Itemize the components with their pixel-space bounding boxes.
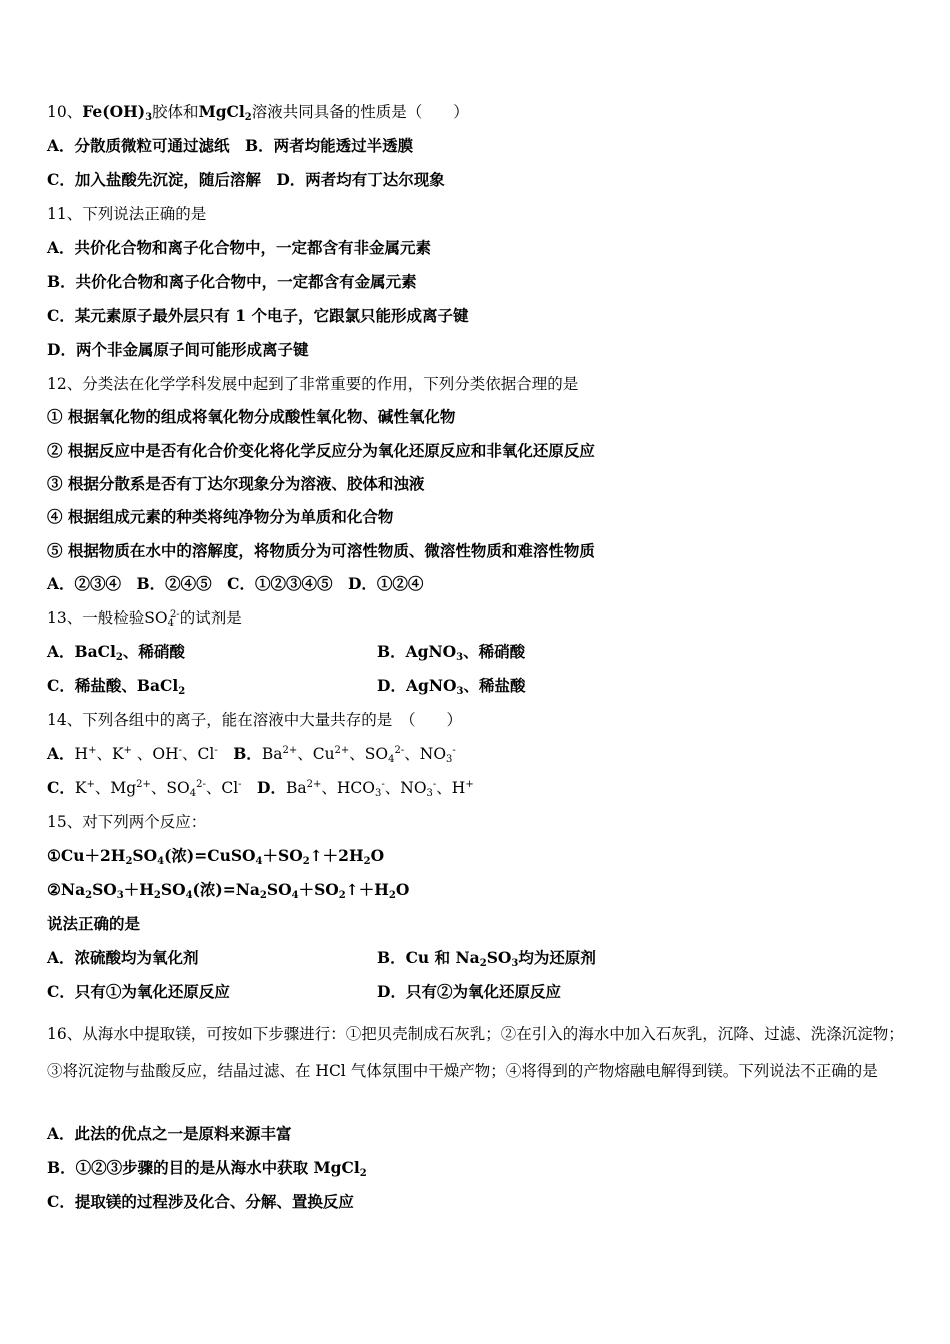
subscript: 4: [157, 856, 165, 867]
subscript: 3: [511, 958, 519, 969]
ion: 、HCO: [321, 779, 375, 797]
question-12-options: [47, 574, 423, 594]
ion: 、NO: [404, 745, 447, 763]
statement-5: [47, 541, 595, 561]
text: C．某元素原子最外层只有: [47, 306, 230, 325]
subscript: 2: [302, 856, 310, 867]
formula: MgCl: [198, 102, 245, 121]
subscript: 3: [456, 652, 464, 663]
statement-1: [47, 407, 455, 427]
ion: 、Mg: [94, 779, 137, 797]
formula-part: ＋SO: [298, 880, 339, 899]
formula-part: (浓)=Na: [192, 880, 260, 899]
subscript: 3: [145, 112, 153, 123]
superscript: +: [123, 745, 132, 756]
option-c: C．: [47, 778, 75, 797]
question-11-option-b: [47, 272, 417, 292]
subscript: 3: [374, 788, 382, 799]
option-a: A．分散质微粒可通过滤纸: [47, 136, 230, 155]
option-a: A．此法的优点之一是原料来源丰富: [47, 1124, 292, 1143]
question-13-option-c: [47, 676, 185, 696]
formula-part: ↑＋2H: [309, 846, 364, 865]
subscript: 4: [185, 890, 193, 901]
superscript: -: [381, 779, 385, 790]
question-15-option-d: [377, 982, 561, 1002]
statement-4: [47, 507, 393, 527]
question-15-option-b: [377, 948, 596, 968]
subscript: 2: [178, 686, 186, 697]
question-12-stem: 12、分类法在化学学科发展中起到了非常重要的作用，下列分类依据合理的是: [47, 375, 579, 393]
option-a: A．共价化合物和离子化合物中，一定都含有非金属元素: [47, 238, 432, 257]
text: 的试剂是: [179, 609, 242, 627]
ion: 、Cl: [181, 745, 215, 763]
formula-part: SO: [132, 846, 158, 865]
superscript: +: [465, 779, 474, 790]
question-number: 10、: [47, 103, 83, 121]
question-14-options-cd: [47, 778, 474, 798]
option-d: D．只有②为氧化还原反应: [377, 982, 561, 1001]
label: D．: [377, 676, 406, 695]
option-b: B．两者均能透过半透膜: [245, 136, 414, 155]
subscript: 3: [456, 686, 464, 697]
text: 均为还原剂: [518, 948, 596, 967]
option-c: C．加入盐酸先沉淀，随后溶解: [47, 170, 261, 189]
text: B．①②③步骤的目的是从海水中获取 MgCl: [47, 1158, 360, 1177]
question-16-option-a: [47, 1124, 292, 1144]
question-13-option-a: [47, 642, 185, 662]
statement: ① 根据氧化物的组成将氧化物分成酸性氧化物、碱性氧化物: [47, 407, 456, 426]
question-11-option-d: [47, 340, 308, 360]
text: 、稀硝酸: [463, 642, 526, 661]
ion: 、K: [96, 745, 124, 763]
subscript: 2: [125, 856, 133, 867]
option-b: B．: [217, 744, 262, 763]
superscript: -: [238, 779, 242, 790]
subscript: 3: [446, 754, 453, 765]
ion: 、SO: [349, 745, 389, 763]
question-10-stem: [47, 102, 469, 122]
option-a: A．: [47, 744, 75, 763]
superscript: 2+: [282, 745, 298, 756]
formula: AgNO: [405, 642, 457, 661]
text: SO: [486, 948, 512, 967]
formula-part: SO: [160, 880, 186, 899]
subscript: 4: [255, 856, 263, 867]
formula-part: SO: [92, 880, 117, 899]
option-a: A．浓硫酸均为氧化剂: [47, 948, 199, 967]
question-10-options-ab: [47, 136, 413, 156]
option-c: C．只有①为氧化还原反应: [47, 982, 230, 1001]
subscript: 2: [388, 890, 396, 901]
formula-part: ＋H: [123, 880, 154, 899]
subscript: 2: [153, 890, 161, 901]
subscript: 2: [338, 890, 346, 901]
ion: H: [74, 745, 89, 763]
text: 个电子，它跟氯只能形成离子键: [251, 306, 469, 325]
question-13-option-b: [377, 642, 525, 662]
label: A．: [47, 642, 75, 661]
question-16-option-b: [47, 1158, 367, 1178]
formula-part: SO: [266, 880, 292, 899]
subscript: 4: [388, 754, 395, 765]
question-13-option-d: [377, 676, 525, 696]
subscript: 2: [115, 652, 123, 663]
text: B．Cu 和 Na: [377, 948, 480, 967]
subscript: 2: [479, 958, 487, 969]
label: B．: [377, 642, 406, 661]
statement: ⑤ 根据物质在水中的溶解度，将物质分为可溶性物质、微溶性物质和难溶性物质: [47, 541, 595, 560]
options: A．②③④ B．②④⑤ C．①②③④⑤ D．①②④: [47, 574, 424, 593]
question-15-conclusion: [47, 914, 140, 934]
question-14-options-ab: [47, 744, 456, 764]
text: 、稀硝酸: [122, 642, 185, 661]
option-c: C．提取镁的过程涉及化合、分解、置换反应: [47, 1192, 354, 1211]
subscript: 4: [291, 890, 299, 901]
question-15-stem: 15、对下列两个反应：: [47, 813, 207, 831]
subscript: 3: [426, 788, 433, 799]
superscript: 2+: [136, 779, 151, 790]
subscript: 2: [359, 1168, 367, 1179]
ion: 、Cl: [205, 779, 239, 797]
subscript: 2: [363, 856, 371, 867]
superscript: -: [452, 745, 456, 756]
superscript: -: [178, 745, 182, 756]
question-11-option-a: [47, 238, 431, 258]
ion: 、SO: [150, 779, 190, 797]
formula-part: O: [395, 880, 410, 899]
text: 说法正确的是: [47, 914, 141, 933]
question-15-option-c: [47, 982, 230, 1002]
formula-part: ＋SO: [262, 846, 303, 865]
ion: Ba: [286, 779, 307, 797]
subscript: 2: [259, 890, 267, 901]
option-d: D．两者均有丁达尔现象: [276, 170, 445, 189]
subscript: 4: [167, 618, 174, 629]
subscript: 2: [244, 112, 252, 123]
formula: SO: [144, 609, 168, 627]
question-13-stem: [47, 608, 242, 628]
ion: 、NO: [384, 779, 427, 797]
formula: BaCl: [136, 676, 179, 695]
question-16-stem: 16、从海水中提取镁，可按如下步骤进行：①把贝壳制成石灰乳；②在引入的海水中加入石灰乳，沉降、过滤、洗涤沉淀物；③将沉淀物与盐酸反应，结晶过滤、在 HCl 气体氛围中干燥产物；④将得到的产物熔融电解得到镁。下列说法不正确的是: [47, 1025, 904, 1080]
formula-part: O: [370, 846, 385, 865]
superscript: -: [214, 745, 218, 756]
superscript: 2-: [196, 779, 206, 790]
superscript: -: [432, 779, 437, 790]
option-d: D．: [241, 778, 286, 797]
formula-part: ①Cu＋2H: [47, 846, 126, 865]
formula: AgNO: [405, 676, 457, 695]
formula: BaCl: [74, 642, 116, 661]
reaction-2: [47, 880, 409, 900]
option-d: D．两个非金属原子间可能形成离子键: [47, 340, 309, 359]
formula-part: ↑＋H: [345, 880, 389, 899]
ion: 、H: [436, 779, 466, 797]
superscript: +: [88, 745, 97, 756]
statement: ③ 根据分散系是否有丁达尔现象分为溶液、胶体和浊液: [47, 474, 425, 493]
formula-part: ②Na: [47, 880, 86, 899]
option-b: B．共价化合物和离子化合物中，一定都含有金属元素: [47, 272, 417, 291]
superscript: 2+: [306, 779, 322, 790]
text: 溶液共同具备的性质是（ ）: [251, 103, 469, 121]
ion: 、OH: [131, 745, 179, 763]
formula-part: (浓)=CuSO: [164, 846, 256, 865]
text: 胶体和: [152, 103, 199, 121]
ion: 、Cu: [297, 745, 335, 763]
question-14-stem: 14、下列各组中的离子，能在溶液中大量共存的是 （ ）: [47, 711, 462, 729]
question-11-option-c: [47, 306, 468, 326]
question-15-option-a: [47, 948, 199, 968]
reaction-1: [47, 846, 384, 866]
statement-3: [47, 474, 424, 494]
ion: Ba: [261, 745, 283, 763]
statement: ④ 根据组成元素的种类将纯净物分为单质和化合物: [47, 507, 394, 526]
superscript: 2+: [334, 745, 350, 756]
superscript: 2-: [394, 745, 405, 756]
question-10-options-cd: [47, 170, 445, 190]
statement-2: [47, 441, 595, 461]
statement: ② 根据反应中是否有化合价变化将化学反应分为氧化还原反应和非氧化还原反应: [47, 441, 595, 460]
label: C．稀盐酸、: [47, 676, 137, 695]
formula: Fe(OH): [82, 102, 146, 121]
superscript: +: [86, 779, 95, 790]
subscript: 4: [189, 788, 197, 799]
text: 13、一般检验: [47, 609, 145, 627]
text: 、稀盐酸: [463, 676, 526, 695]
superscript: 2-: [169, 609, 180, 620]
ion: K: [74, 779, 87, 797]
subscript: 3: [116, 890, 124, 901]
question-16-option-c: [47, 1192, 354, 1212]
question-11-stem: 11、下列说法正确的是: [47, 205, 207, 223]
subscript: 2: [85, 890, 93, 901]
number: 1: [235, 306, 247, 325]
